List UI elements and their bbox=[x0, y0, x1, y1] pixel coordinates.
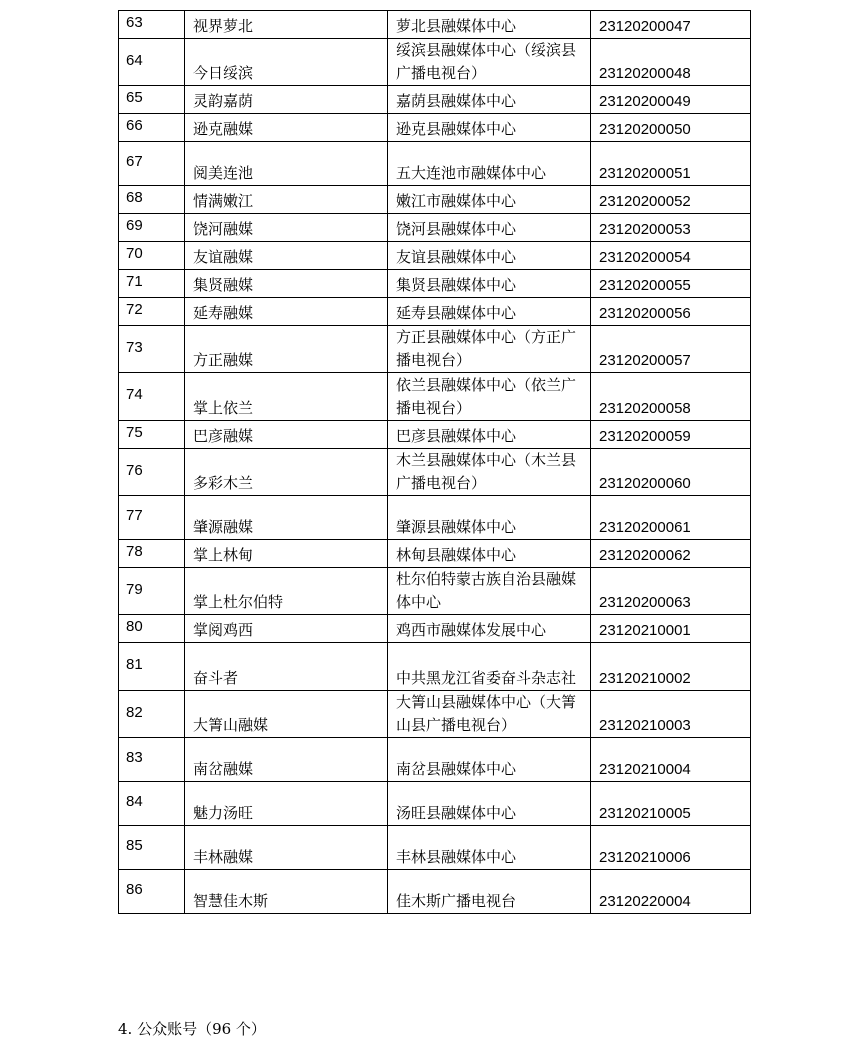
organization: 延寿县融媒体中心 bbox=[388, 298, 591, 326]
row-number: 80 bbox=[119, 615, 185, 643]
organization: 南岔县融媒体中心 bbox=[388, 738, 591, 782]
organization: 木兰县融媒体中心（木兰县广播电视台） bbox=[388, 449, 591, 496]
row-number: 66 bbox=[119, 114, 185, 142]
table-row bbox=[119, 142, 751, 186]
account-name: 饶河融媒 bbox=[185, 214, 388, 242]
registration-code: 23120200056 bbox=[591, 298, 751, 326]
table-row bbox=[119, 11, 751, 39]
account-name: 魅力汤旺 bbox=[185, 782, 388, 826]
table-row bbox=[119, 870, 751, 914]
table-row bbox=[119, 242, 751, 270]
table-row bbox=[119, 691, 751, 738]
table-row bbox=[119, 782, 751, 826]
row-number: 73 bbox=[119, 326, 185, 373]
row-number: 67 bbox=[119, 142, 185, 186]
account-name: 多彩木兰 bbox=[185, 449, 388, 496]
table-row bbox=[119, 114, 751, 142]
account-name: 肇源融媒 bbox=[185, 496, 388, 540]
organization: 巴彦县融媒体中心 bbox=[388, 421, 591, 449]
row-number: 71 bbox=[119, 270, 185, 298]
account-name: 奋斗者 bbox=[185, 643, 388, 691]
organization: 方正县融媒体中心（方正广播电视台） bbox=[388, 326, 591, 373]
account-name: 延寿融媒 bbox=[185, 298, 388, 326]
organization: 逊克县融媒体中心 bbox=[388, 114, 591, 142]
row-number: 84 bbox=[119, 782, 185, 826]
registration-code: 23120200051 bbox=[591, 142, 751, 186]
registration-code: 23120200047 bbox=[591, 11, 751, 39]
row-number: 64 bbox=[119, 39, 185, 86]
table-row bbox=[119, 449, 751, 496]
account-name: 情满嫩江 bbox=[185, 186, 388, 214]
row-number: 77 bbox=[119, 496, 185, 540]
account-name: 逊克融媒 bbox=[185, 114, 388, 142]
row-number: 65 bbox=[119, 86, 185, 114]
table-row bbox=[119, 738, 751, 782]
account-name: 大箐山融媒 bbox=[185, 691, 388, 738]
table-row bbox=[119, 298, 751, 326]
registration-code: 23120210006 bbox=[591, 826, 751, 870]
section-heading: 4. 公众账号（96 个） bbox=[118, 1020, 266, 1038]
table-row bbox=[119, 86, 751, 114]
registration-code: 23120200050 bbox=[591, 114, 751, 142]
table-row bbox=[119, 214, 751, 242]
table-row bbox=[119, 39, 751, 86]
registration-code: 23120220004 bbox=[591, 870, 751, 914]
row-number: 63 bbox=[119, 11, 185, 39]
account-name: 集贤融媒 bbox=[185, 270, 388, 298]
row-number: 78 bbox=[119, 540, 185, 568]
organization: 汤旺县融媒体中心 bbox=[388, 782, 591, 826]
organization: 杜尔伯特蒙古族自治县融媒体中心 bbox=[388, 568, 591, 615]
account-name: 掌上林甸 bbox=[185, 540, 388, 568]
registration-code: 23120200052 bbox=[591, 186, 751, 214]
table-row bbox=[119, 326, 751, 373]
row-number: 70 bbox=[119, 242, 185, 270]
registration-code: 23120210004 bbox=[591, 738, 751, 782]
organization: 佳木斯广播电视台 bbox=[388, 870, 591, 914]
row-number: 68 bbox=[119, 186, 185, 214]
account-name: 丰林融媒 bbox=[185, 826, 388, 870]
table-row bbox=[119, 568, 751, 615]
row-number: 69 bbox=[119, 214, 185, 242]
registration-code: 23120200061 bbox=[591, 496, 751, 540]
registration-code: 23120200048 bbox=[591, 39, 751, 86]
registration-code: 23120200058 bbox=[591, 373, 751, 421]
table-row bbox=[119, 643, 751, 691]
organization: 嘉荫县融媒体中心 bbox=[388, 86, 591, 114]
row-number: 86 bbox=[119, 870, 185, 914]
organization: 依兰县融媒体中心（依兰广播电视台） bbox=[388, 373, 591, 421]
table-row bbox=[119, 826, 751, 870]
registration-code: 23120200060 bbox=[591, 449, 751, 496]
organization: 饶河县融媒体中心 bbox=[388, 214, 591, 242]
row-number: 81 bbox=[119, 643, 185, 691]
account-name: 方正融媒 bbox=[185, 326, 388, 373]
account-name: 掌上杜尔伯特 bbox=[185, 568, 388, 615]
account-name: 巴彦融媒 bbox=[185, 421, 388, 449]
organization: 林甸县融媒体中心 bbox=[388, 540, 591, 568]
organization: 肇源县融媒体中心 bbox=[388, 496, 591, 540]
row-number: 79 bbox=[119, 568, 185, 615]
organization: 嫩江市融媒体中心 bbox=[388, 186, 591, 214]
registration-code: 23120200054 bbox=[591, 242, 751, 270]
row-number: 85 bbox=[119, 826, 185, 870]
registration-code: 23120210002 bbox=[591, 643, 751, 691]
account-name: 掌上依兰 bbox=[185, 373, 388, 421]
account-name: 今日绥滨 bbox=[185, 39, 388, 86]
table-row bbox=[119, 270, 751, 298]
account-name: 掌阅鸡西 bbox=[185, 615, 388, 643]
table-row bbox=[119, 373, 751, 421]
row-number: 74 bbox=[119, 373, 185, 421]
row-number: 82 bbox=[119, 691, 185, 738]
registration-code: 23120200063 bbox=[591, 568, 751, 615]
account-name: 灵韵嘉荫 bbox=[185, 86, 388, 114]
organization: 大箐山县融媒体中心（大箐山县广播电视台） bbox=[388, 691, 591, 738]
registration-code: 23120210001 bbox=[591, 615, 751, 643]
table-row bbox=[119, 186, 751, 214]
registration-code: 23120210003 bbox=[591, 691, 751, 738]
registration-code: 23120200055 bbox=[591, 270, 751, 298]
organization: 绥滨县融媒体中心（绥滨县广播电视台） bbox=[388, 39, 591, 86]
registration-code: 23120200059 bbox=[591, 421, 751, 449]
row-number: 72 bbox=[119, 298, 185, 326]
organization: 萝北县融媒体中心 bbox=[388, 11, 591, 39]
row-number: 76 bbox=[119, 449, 185, 496]
account-name: 视界萝北 bbox=[185, 11, 388, 39]
table-row bbox=[119, 421, 751, 449]
account-name: 智慧佳木斯 bbox=[185, 870, 388, 914]
account-name: 南岔融媒 bbox=[185, 738, 388, 782]
row-number: 75 bbox=[119, 421, 185, 449]
account-name: 友谊融媒 bbox=[185, 242, 388, 270]
table-row bbox=[119, 496, 751, 540]
row-number: 83 bbox=[119, 738, 185, 782]
registration-code: 23120200057 bbox=[591, 326, 751, 373]
registration-code: 23120210005 bbox=[591, 782, 751, 826]
registration-code: 23120200049 bbox=[591, 86, 751, 114]
organization: 五大连池市融媒体中心 bbox=[388, 142, 591, 186]
table-row bbox=[119, 615, 751, 643]
table-row bbox=[119, 540, 751, 568]
organization: 丰林县融媒体中心 bbox=[388, 826, 591, 870]
organization: 友谊县融媒体中心 bbox=[388, 242, 591, 270]
registration-code: 23120200053 bbox=[591, 214, 751, 242]
organization: 集贤县融媒体中心 bbox=[388, 270, 591, 298]
organization: 鸡西市融媒体发展中心 bbox=[388, 615, 591, 643]
registry-table bbox=[118, 10, 751, 914]
registration-code: 23120200062 bbox=[591, 540, 751, 568]
organization: 中共黑龙江省委奋斗杂志社 bbox=[388, 643, 591, 691]
account-name: 阅美连池 bbox=[185, 142, 388, 186]
